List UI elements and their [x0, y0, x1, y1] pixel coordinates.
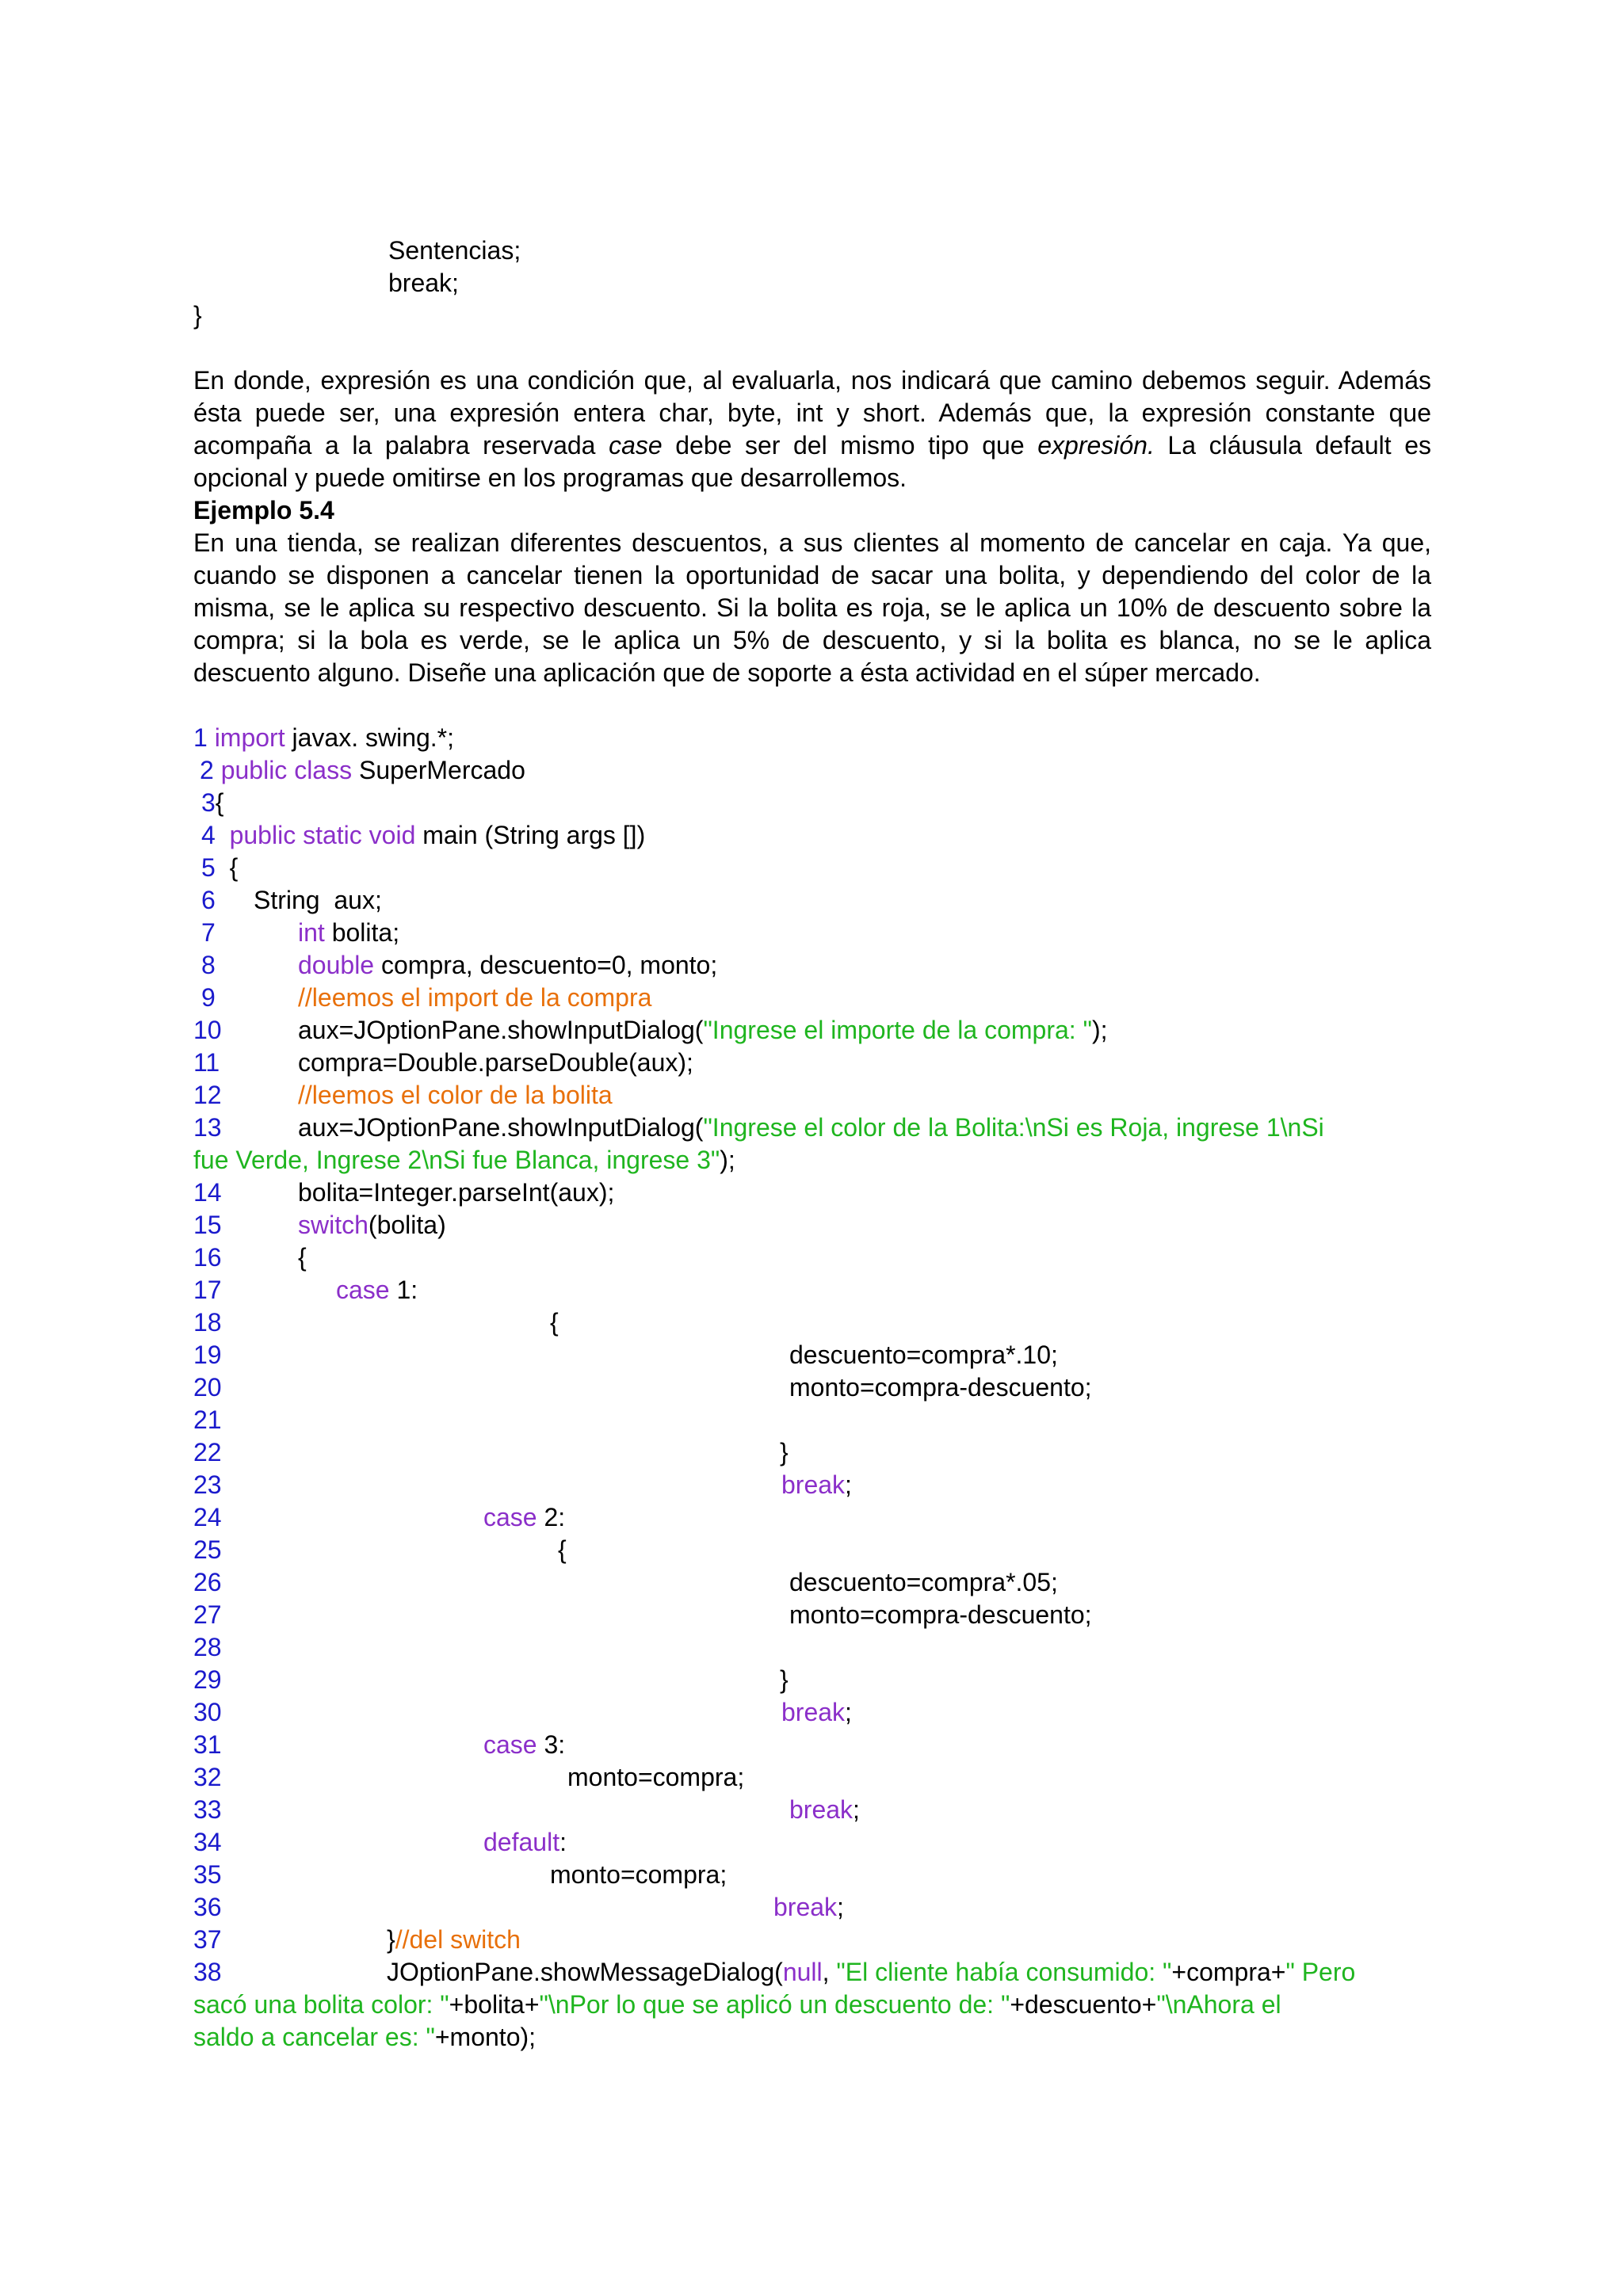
- line-number-21: 21: [193, 1405, 222, 1434]
- code-text: {: [215, 788, 224, 817]
- line-number-33: 33: [193, 1795, 222, 1824]
- line-number-12: 12: [193, 1081, 222, 1109]
- code-string: sacó una bolita color: ": [193, 1990, 449, 2019]
- code-keyword: null: [782, 1958, 823, 1986]
- code-text: 3:: [537, 1730, 566, 1759]
- code-keyword: public static void: [229, 821, 416, 849]
- line-number-20: 20: [193, 1373, 222, 1402]
- code-line-13: [298, 1112, 1324, 1144]
- line-number-32: 32: [193, 1763, 222, 1791]
- code-line-36: [773, 1891, 844, 1924]
- line-number: 2: [200, 756, 214, 784]
- code-text: aux=JOptionPane.showInputDialog(: [298, 1113, 704, 1142]
- code-line-4: [201, 819, 645, 852]
- code-line-19: descuento=compra*.10;: [789, 1341, 1058, 1369]
- explanation-text-3: La cláusula default es opcional y puede omitirse en los programas que desarrollemos.: [193, 431, 1432, 492]
- code-text: :: [559, 1828, 567, 1856]
- line-number-19: 19: [193, 1341, 222, 1369]
- code-string: "Ingrese el color de la Bolita:\nSi es Roja, ingrese 1\nSi: [703, 1113, 1324, 1142]
- code-string: fue Verde, Ingrese 2\nSi fue Blanca, ingrese 3": [193, 1146, 720, 1174]
- code-line-5: [201, 852, 238, 884]
- line-number-14: 14: [193, 1178, 222, 1207]
- line-number-9: 9: [201, 983, 216, 1012]
- code-line-17: [336, 1274, 418, 1306]
- line-number-7: 7: [201, 918, 216, 947]
- line-number-38: 38: [193, 1958, 222, 1986]
- line-number-18: 18: [193, 1308, 222, 1337]
- code-text: +descuento+: [1010, 1990, 1157, 2019]
- code-keyword: public class: [220, 756, 353, 784]
- code-keyword: default: [483, 1828, 560, 1856]
- code-sentencias: Sentencias;: [388, 236, 521, 265]
- code-text: ;: [837, 1893, 844, 1921]
- code-keyword: switch: [298, 1211, 369, 1239]
- line-number-35: 35: [193, 1860, 222, 1889]
- code-line-14: bolita=Integer.parseInt(aux);: [298, 1178, 615, 1207]
- code-line-15: [298, 1209, 446, 1241]
- line-number-29: 29: [193, 1665, 222, 1694]
- code-line-23: [781, 1469, 852, 1501]
- line-number-25: 25: [193, 1535, 222, 1564]
- code-string: saldo a cancelar es: ": [193, 2023, 435, 2051]
- code-line-38-continued-1: [193, 1989, 1281, 2021]
- code-text: SuperMercado: [352, 756, 525, 784]
- line-number-30: 30: [193, 1698, 222, 1726]
- code-string: " Pero: [1285, 1958, 1356, 1986]
- code-line-29: }: [780, 1665, 789, 1694]
- code-line-9-comment: //leemos el import de la compra: [298, 983, 652, 1012]
- code-line-8: [298, 949, 717, 982]
- line-number-6: 6: [201, 886, 216, 914]
- line-number: 1: [193, 723, 208, 752]
- line-number-16: 16: [193, 1243, 222, 1272]
- code-keyword: break: [773, 1893, 838, 1921]
- code-keyword: break: [789, 1795, 854, 1824]
- code-comment: //del switch: [395, 1925, 521, 1954]
- code-line-22: }: [780, 1438, 789, 1466]
- code-text: ;: [853, 1795, 860, 1824]
- line-number-31: 31: [193, 1730, 222, 1759]
- code-text: ,: [822, 1958, 837, 1986]
- line-number-34: 34: [193, 1828, 222, 1856]
- example-title: Ejemplo 5.4: [193, 496, 334, 524]
- code-text: ;: [845, 1470, 852, 1499]
- line-number-8: 8: [201, 951, 216, 979]
- explanation-expresion-word: expresión.: [1037, 431, 1155, 460]
- line-number: 4: [201, 821, 216, 849]
- line-number-13: 13: [193, 1113, 222, 1142]
- code-text: bolita;: [324, 918, 400, 947]
- code-keyword: break: [781, 1698, 846, 1726]
- code-keyword: int: [298, 918, 325, 947]
- code-text: {: [229, 853, 239, 882]
- line-number-10: 10: [193, 1016, 222, 1044]
- code-text: (bolita): [368, 1211, 446, 1239]
- code-text: main (String args []): [415, 821, 646, 849]
- explanation-case-word: case: [609, 431, 663, 460]
- line-number-27: 27: [193, 1600, 222, 1629]
- code-line-35: monto=compra;: [550, 1860, 727, 1889]
- line-number-15: 15: [193, 1211, 222, 1239]
- code-close-brace: }: [193, 301, 202, 330]
- code-line-10: [298, 1014, 1107, 1047]
- code-line-38: [387, 1956, 1355, 1989]
- code-text: ;: [845, 1698, 852, 1726]
- code-keyword: break: [781, 1470, 846, 1499]
- code-text: 2:: [537, 1503, 566, 1531]
- line-number-11: 11: [193, 1048, 220, 1077]
- code-break: break;: [388, 269, 459, 297]
- code-line-37: [387, 1924, 521, 1956]
- code-text: +bolita+: [449, 1990, 540, 2019]
- code-text: }: [387, 1925, 395, 1954]
- code-line-26: descuento=compra*.05;: [789, 1568, 1058, 1596]
- line-number-22: 22: [193, 1438, 222, 1466]
- line-number-36: 36: [193, 1893, 222, 1921]
- code-text: javax. swing.*;: [285, 723, 455, 752]
- code-line-25: {: [558, 1535, 567, 1564]
- code-line-13-continued: [193, 1144, 735, 1177]
- code-keyword: case: [483, 1730, 537, 1759]
- code-line-30: [781, 1696, 852, 1729]
- code-line-16: {: [298, 1243, 307, 1272]
- code-keyword: double: [298, 951, 375, 979]
- line-number-23: 23: [193, 1470, 222, 1499]
- code-text: +compra+: [1171, 1958, 1286, 1986]
- code-keyword: import: [214, 723, 285, 752]
- code-string: "\nPor lo que se aplicó un descuento de: ": [539, 1990, 1010, 2019]
- code-string: "Ingrese el importe de la compra: ": [703, 1016, 1092, 1044]
- line-number-24: 24: [193, 1503, 222, 1531]
- code-line-32: monto=compra;: [567, 1763, 745, 1791]
- code-text: JOptionPane.showMessageDialog(: [387, 1958, 783, 1986]
- code-text: +monto);: [434, 2023, 537, 2051]
- code-line-3: [201, 787, 223, 819]
- code-line-2: [200, 754, 525, 787]
- code-line-7: [298, 917, 399, 949]
- code-line-6: String aux;: [254, 886, 382, 914]
- code-line-11: compra=Double.parseDouble(aux);: [298, 1048, 693, 1077]
- code-text: compra, descuento=0, monto;: [374, 951, 718, 979]
- line-number-37: 37: [193, 1925, 222, 1954]
- code-line-20: monto=compra-descuento;: [789, 1373, 1092, 1402]
- code-string: "\nAhora el: [1156, 1990, 1281, 2019]
- line-number-28: 28: [193, 1633, 222, 1661]
- code-string: "El cliente había consumido: ": [836, 1958, 1172, 1986]
- code-line-34: [483, 1826, 567, 1859]
- code-line-38-continued-2: [193, 2021, 536, 2054]
- code-keyword: case: [483, 1503, 537, 1531]
- code-text: );: [720, 1146, 735, 1174]
- explanation-paragraph: [193, 364, 1431, 494]
- code-line-31: [483, 1729, 565, 1761]
- code-line-24: [483, 1501, 565, 1534]
- code-text: aux=JOptionPane.showInputDialog(: [298, 1016, 704, 1044]
- code-text: );: [1091, 1016, 1108, 1044]
- explanation-text-2: debe ser del mismo tipo que: [662, 431, 1038, 460]
- code-keyword: case: [336, 1276, 390, 1304]
- code-line-27: monto=compra-descuento;: [789, 1600, 1092, 1629]
- line-number-26: 26: [193, 1568, 222, 1596]
- code-line-18: {: [550, 1308, 559, 1337]
- line-number: 3: [201, 788, 216, 817]
- example-description: En una tienda, se realizan diferentes descuentos, a sus clientes al momento de cancelar en caja. Ya que, cuando se disponen a cancelar tienen la oportunidad de sacar una bolita, y dependiendo del color de la misma, se le aplica su respectivo descuento. Si la bolita es roja, se le aplica un 10% de descuento sobre la compra; si la bola es verde, se le aplica un 5% de descuento, y si la bolita es blanca, no se le aplica descuento alguno. Diseñe una aplicación que de soporte a ésta actividad en el súper mercado.: [193, 528, 1431, 687]
- code-line-12-comment: //leemos el color de la bolita: [298, 1081, 613, 1109]
- explanation-text-1: En donde, expresión es una condición que, al evaluarla, nos indicará que camino debemos seguir. Además ésta puede ser, una expresión entera char, byte, int y short. Además que, la expresión constante que acompaña a la palabra reservada: [193, 366, 1431, 460]
- code-line-1: [193, 722, 454, 754]
- code-line-33: [789, 1794, 860, 1826]
- line-number: 5: [201, 853, 216, 882]
- line-number-17: 17: [193, 1276, 222, 1304]
- code-text: 1:: [389, 1276, 418, 1304]
